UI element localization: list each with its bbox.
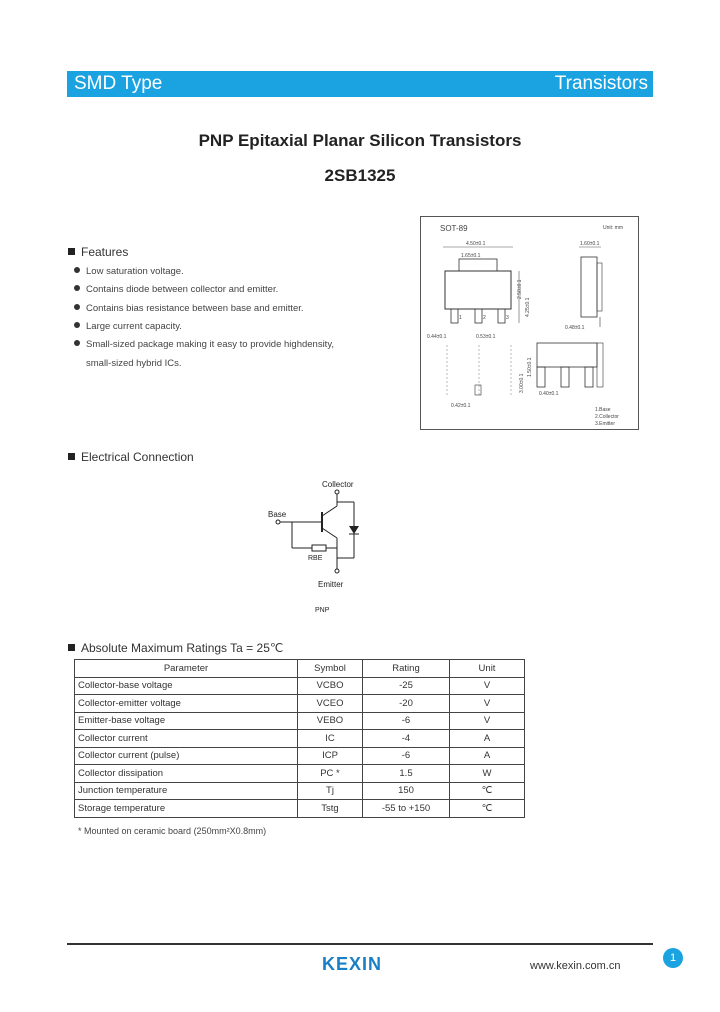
rating-cell: -25 [363, 677, 450, 695]
feature-item: Small-sized package making it easy to provide highdensity, [74, 339, 334, 350]
company-logo: KEXIN [322, 954, 383, 974]
table-row [75, 782, 525, 800]
feature-item: Large current capacity. [74, 321, 182, 332]
table-row [75, 800, 525, 818]
parameter-cell: Collector current [75, 730, 298, 748]
legend-item: 2.Collector [595, 414, 619, 420]
part-number: 2SB1325 [324, 166, 396, 185]
dim-label: 0.42±0.1 [451, 403, 471, 409]
column-header: Unit [450, 660, 525, 678]
header-banner [67, 71, 653, 97]
dim-label: 0.53±0.1 [476, 334, 496, 340]
dim-label: 1.65±0.1 [461, 253, 481, 259]
symbol-cell: PC * [298, 765, 363, 783]
rating-cell: 1.5 [363, 765, 450, 783]
column-header: Symbol [298, 660, 363, 678]
dim-label: 1.60±0.1 [580, 241, 600, 247]
emitter-label: Emitter [318, 580, 344, 589]
parameter-cell: Storage temperature [75, 800, 298, 818]
rating-cell: -4 [363, 730, 450, 748]
footer-divider [67, 943, 653, 945]
package-name: SOT-89 [440, 224, 468, 233]
ratings-table [74, 659, 525, 818]
symbol-cell: Tstg [298, 800, 363, 818]
symbol-cell: VEBO [298, 712, 363, 730]
ratings-footnote: * Mounted on ceramic board (250mm²X0.8mm) [78, 826, 267, 836]
ratings-heading: Absolute Maximum Ratings Ta = 25℃ [68, 641, 283, 655]
table-row [75, 677, 525, 695]
connection-heading: Electrical Connection [68, 450, 194, 464]
feature-item-continuation: small-sized hybrid ICs. [86, 358, 182, 369]
rating-cell: -20 [363, 695, 450, 713]
parameter-cell: Junction temperature [75, 782, 298, 800]
circuit-diagram [262, 478, 372, 618]
bullet-square-icon [68, 453, 75, 460]
package-drawing [420, 216, 639, 430]
bullet-dot-icon [74, 322, 80, 328]
dim-label: 4.50±0.1 [466, 241, 486, 247]
bullet-dot-icon [74, 304, 80, 310]
symbol-cell: VCEO [298, 695, 363, 713]
table-row [75, 747, 525, 765]
symbol-cell: Tj [298, 782, 363, 800]
bullet-square-icon [68, 644, 75, 651]
dim-label: 0.48±0.1 [565, 325, 585, 331]
table-row [75, 712, 525, 730]
bullet-dot-icon [74, 340, 80, 346]
table-header-row [75, 660, 525, 678]
product-type-label: Transistors [554, 73, 648, 94]
website-link[interactable]: www.kexin.com.cn [530, 960, 621, 972]
table-row [75, 765, 525, 783]
unit-label: Unit: mm [603, 225, 623, 231]
unit-cell: A [450, 730, 525, 748]
dim-label: 2.50±0.1 [517, 279, 523, 299]
unit-cell: V [450, 677, 525, 695]
parameter-cell: Collector-emitter voltage [75, 695, 298, 713]
parameter-cell: Collector-base voltage [75, 677, 298, 695]
category-label: SMD Type [74, 73, 163, 94]
feature-item: Contains bias resistance between base and emitter. [74, 303, 304, 314]
base-label: Base [268, 510, 287, 519]
features-heading: Features [68, 245, 128, 259]
dim-label: 4.25±0.1 [525, 297, 531, 317]
ratings-rows [75, 677, 525, 817]
parameter-cell: Collector dissipation [75, 765, 298, 783]
bullet-dot-icon [74, 285, 80, 291]
pin-label: 2 [483, 315, 486, 321]
table-row [75, 730, 525, 748]
parameter-cell: Emitter-base voltage [75, 712, 298, 730]
rating-cell: -6 [363, 712, 450, 730]
feature-item: Contains diode between collector and emitter. [74, 284, 278, 295]
symbol-cell: ICP [298, 747, 363, 765]
dim-label: 1.50±0.1 [527, 357, 533, 377]
unit-cell: A [450, 747, 525, 765]
rbe-label: RBE [308, 555, 323, 562]
transistor-type-label: PNP [315, 607, 330, 614]
pin-label: 3 [506, 315, 509, 321]
bullet-square-icon [68, 248, 75, 255]
dim-label: 3.00±0.1 [519, 373, 525, 393]
rating-cell: 150 [363, 782, 450, 800]
unit-cell: ℃ [450, 782, 525, 800]
page-number-badge: 1 [663, 948, 683, 968]
pin-label: 1 [459, 315, 462, 321]
rating-cell: -55 to +150 [363, 800, 450, 818]
unit-cell: W [450, 765, 525, 783]
column-header: Rating [363, 660, 450, 678]
unit-cell: ℃ [450, 800, 525, 818]
unit-cell: V [450, 695, 525, 713]
document-title: PNP Epitaxial Planar Silicon Transistors [198, 131, 522, 150]
column-header: Parameter [75, 660, 298, 678]
table-row [75, 695, 525, 713]
legend-item: 3.Emitter [595, 421, 616, 427]
dim-label: 0.44±0.1 [427, 334, 447, 340]
rating-cell: -6 [363, 747, 450, 765]
feature-item: Low saturation voltage. [74, 266, 184, 277]
legend-item: 1.Base [595, 407, 611, 413]
symbol-cell: VCBO [298, 677, 363, 695]
collector-label: Collector [322, 480, 354, 489]
dim-label: 0.40±0.1 [539, 391, 559, 397]
parameter-cell: Collector current (pulse) [75, 747, 298, 765]
unit-cell: V [450, 712, 525, 730]
bullet-dot-icon [74, 267, 80, 273]
symbol-cell: IC [298, 730, 363, 748]
